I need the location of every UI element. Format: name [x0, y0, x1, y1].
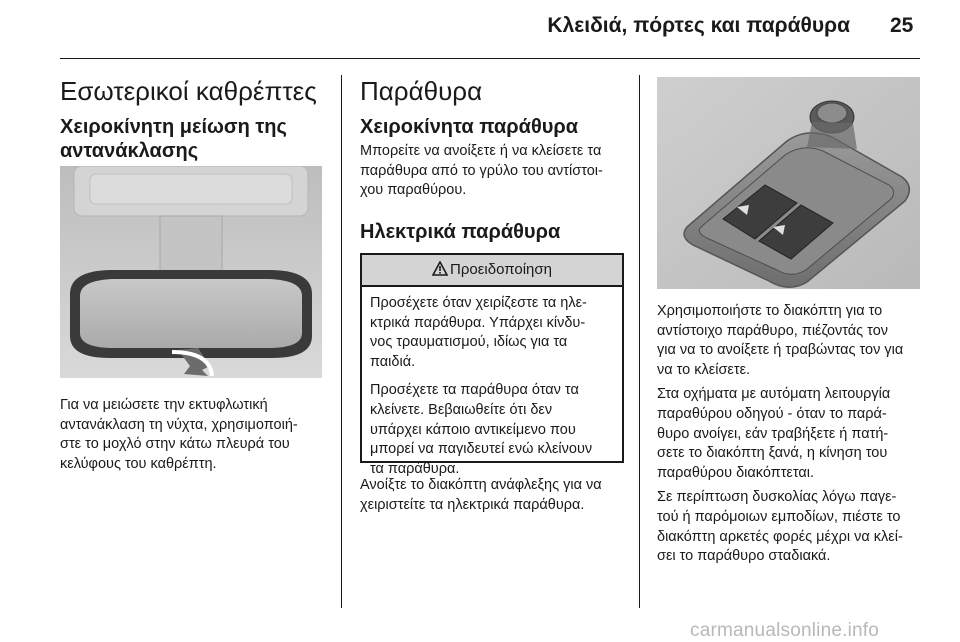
- column-divider-left: [341, 75, 342, 608]
- switch-text-line: να το κλείσετε.: [657, 361, 751, 378]
- warning-text-line: παιδιά.: [370, 353, 416, 370]
- ice-text-line: διακόπτη αρκετές φορές μέχρι να κλεί-: [657, 528, 903, 545]
- auto-window-text-line: παραθύρου οδηγού - όταν το παρά-: [657, 405, 887, 422]
- mirror-instructions: [60, 396, 330, 474]
- warning-triangle-icon: [432, 257, 448, 287]
- auto-window-text-line: Στα οχήματα με αυτόματη λειτουργία: [657, 386, 891, 403]
- column-divider-right: [639, 75, 640, 608]
- section-title-mirrors: Εσωτερικοί καθρέπτες: [60, 76, 317, 106]
- switch-text-line: Χρησιμοποιήστε το διακόπτη για το: [657, 303, 883, 319]
- switch-text-line: για να το ανοίξετε ή τραβώντας τον για: [657, 342, 904, 359]
- auto-window-text-line: θυρο ανοίγει, εάν τραβήξετε ή πατή-: [657, 425, 889, 442]
- left-column: [60, 76, 330, 163]
- manual-windows-text-line: παράθυρα από το γρύλο του αντίστοι-: [360, 162, 603, 179]
- rear-view-mirror-illustration: [60, 166, 322, 378]
- window-switch-photo: [657, 77, 920, 289]
- header-divider: [60, 58, 920, 59]
- warning-box: [360, 253, 624, 477]
- ignition-text-line: χειριστείτε τα ηλεκτρικά παράθυρα.: [360, 496, 585, 513]
- section-title-windows: Παράθυρα: [360, 76, 483, 106]
- auto-window-text-line: σετε το διακόπτη ξανά, η κίνηση του: [657, 445, 888, 462]
- subsection-title-manual-windows: Χειροκίνητα παράθυρα: [360, 116, 579, 138]
- subsection-title-antiglare-2: αντανάκλασης: [60, 140, 199, 162]
- running-header-title: Κλειδιά, πόρτες και παράθυρα: [547, 14, 850, 37]
- mirror-text-line: στε το μοχλό στην κάτω πλευρά του: [60, 436, 290, 453]
- mirror-photo: [60, 166, 322, 378]
- mirror-text-line: αντανάκλαση τη νύχτα, χρησιμοποιή-: [60, 416, 298, 433]
- warning-text-line: Προσέχετε τα παράθυρα όταν τα: [370, 382, 579, 399]
- warning-text-line: υπάρχει κάποιο αντικείμενο που: [370, 421, 576, 438]
- switch-text-line: αντίστοιχο παράθυρο, πιέζοντάς τον: [657, 322, 889, 339]
- warning-text-line: μπορεί να παγιδευτεί ενώ κλείνουν: [370, 441, 593, 458]
- right-column-text: [657, 302, 927, 567]
- ice-text-line: Σε περίπτωση δυσκολίας λόγω παγε-: [657, 489, 897, 506]
- manual-windows-text-line: Μπορείτε να ανοίξετε ή να κλείσετε τα: [360, 143, 602, 159]
- warning-body: [362, 287, 622, 479]
- warning-text-line: κτρικά παράθυρα. Υπάρχει κίνδυ-: [370, 314, 586, 331]
- manual-windows-text-line: χου παραθύρου.: [360, 182, 467, 199]
- mirror-text-line: κελύφους του καθρέπτη.: [60, 455, 217, 472]
- power-window-switch-illustration: [657, 77, 920, 289]
- warning-text-line: Προσέχετε όταν χειρίζεστε τα ηλε-: [370, 295, 587, 311]
- subsection-title-antiglare-1: Χειροκίνητη μείωση της: [60, 116, 287, 138]
- mirror-text-line: Για να μειώσετε την εκτυφλωτική: [60, 397, 268, 413]
- ignition-instructions: [360, 476, 630, 515]
- subsection-title-electric-windows: Ηλεκτρικά παράθυρα: [360, 220, 561, 243]
- ice-text-line: σει το παράθυρο σταδιακά.: [657, 548, 831, 565]
- watermark: carmanualsonline.info: [690, 620, 880, 641]
- warning-title: Προειδοποίηση: [450, 261, 552, 278]
- ignition-text-line: Ανοίξτε το διακόπτη ανάφλεξης για να: [360, 477, 602, 493]
- warning-header: [362, 255, 622, 287]
- ice-text-line: τού ή παρόμοιων εμποδίων, πιέστε το: [657, 508, 901, 525]
- warning-text-line: νος τραυματισμού, ιδίως για τα: [370, 334, 568, 351]
- middle-column: [360, 76, 628, 244]
- warning-text-line: κλείνετε. Βεβαιωθείτε ότι δεν: [370, 401, 553, 418]
- auto-window-text-line: παραθύρου διακόπτεται.: [657, 464, 815, 481]
- warning-text-line: τα παράθυρα.: [370, 460, 460, 477]
- page-number: 25: [890, 14, 914, 37]
